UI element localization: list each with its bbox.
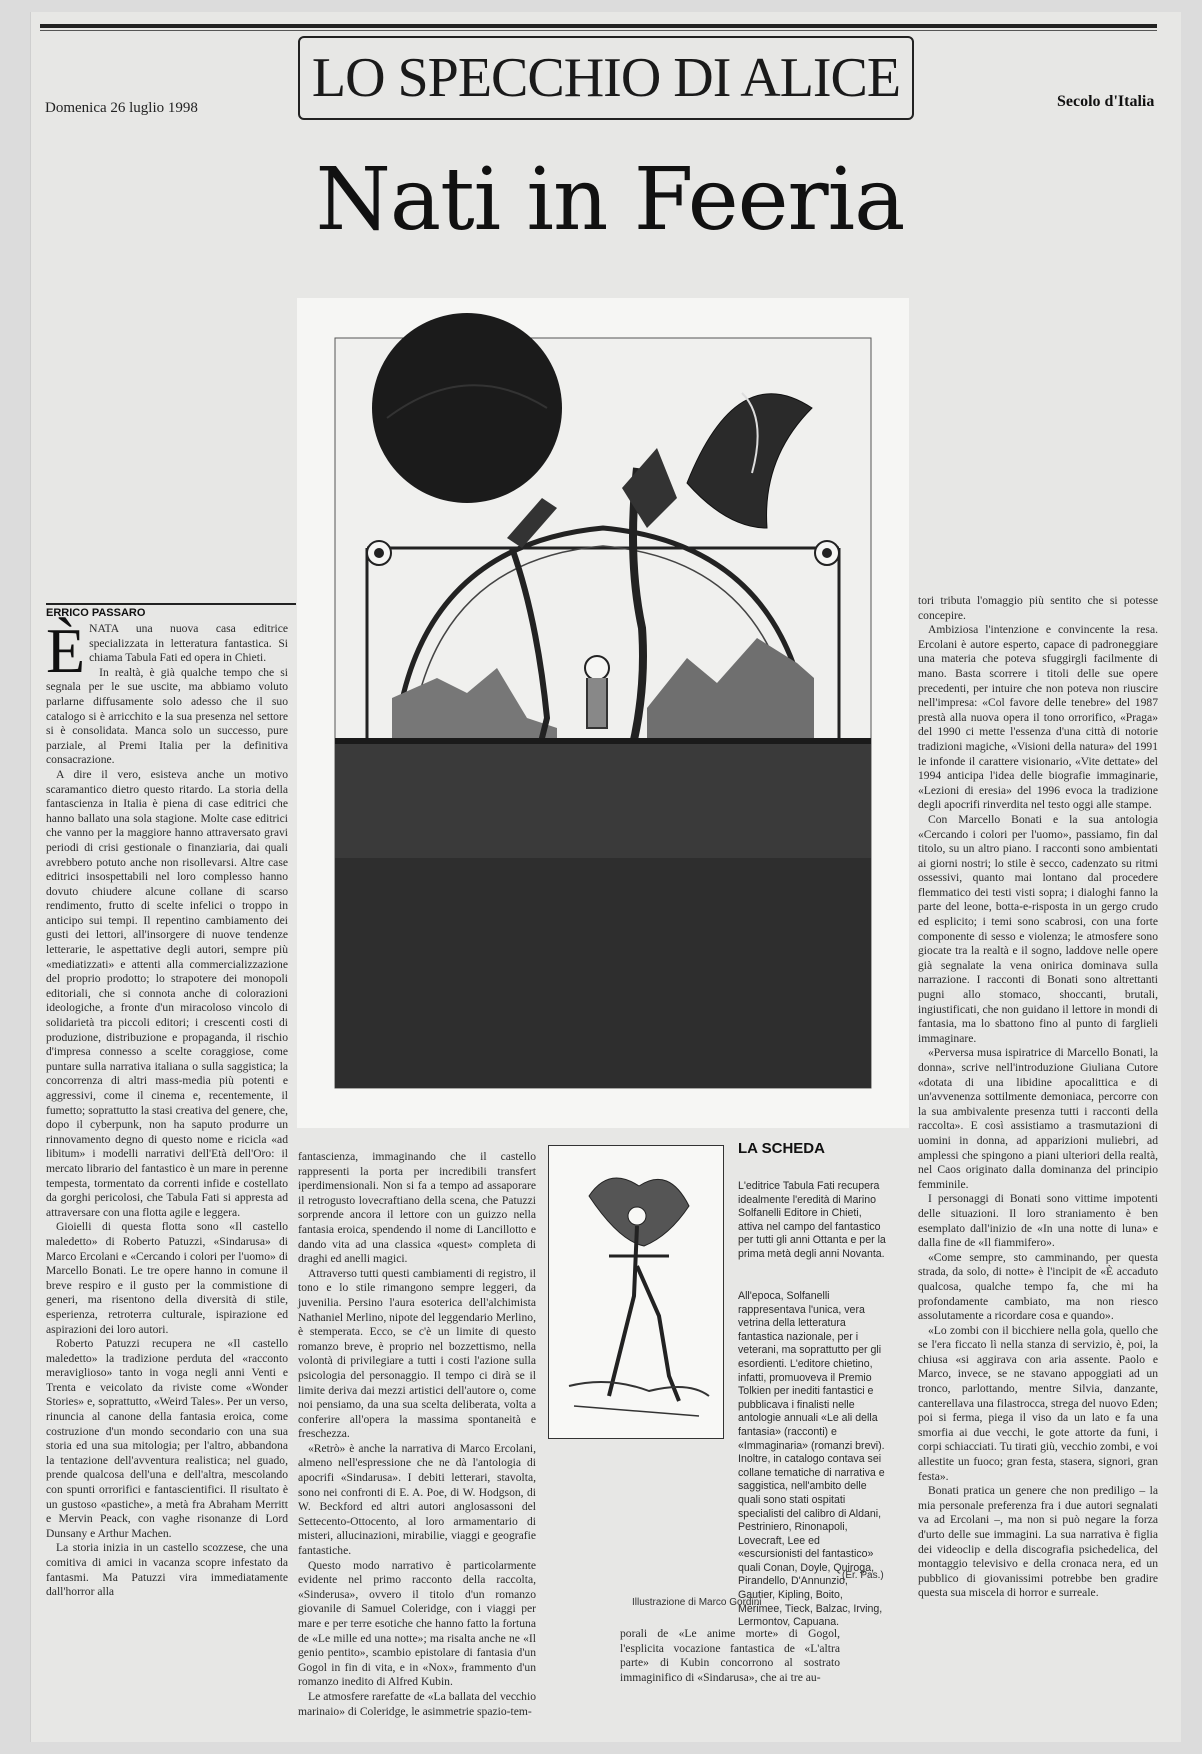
paragraph: Roberto Patuzzi recupera ne «Il castello maledetto» la tradizione perduta del «racconto meraviglioso» tanto in voga negli anni Venti e Trenta e veicolato da riviste come «Wonder Stories» e, soprattutto, «Weird Tales». Per un verso, rinuncia al canone della fantasia eroica, come costruzione d'un mondo secondario con una sua storia ed una sua mitologia; per l'altro, abbandona la tentazione dell'avventura realistica; nel guado, prende qualcosa dell'una e dell'altra, mescolando con spunti orrorifici e fantascientifici. Il risultato è un gustoso «pastiche», a metà fra Abraham Merritt e Mervin Peack, con vaghe risonanze di Lord Dunsany e Arthur Machen.	[46, 1337, 288, 1540]
paragraph: tori tributa l'omaggio più sentito che si potesse concepire.	[918, 594, 1158, 622]
article-column-2	[298, 1150, 536, 1719]
paragraph: Con Marcello Bonati e la sua antologia «Cercando i colori per l'uomo», passiamo, fin dal titolo, su un altro piano. I racconti sono ambientati ai giorni nostri; lo stile è secco, cadenzato su ritmi ossessivi, quanto mai lontano dal procedere flemmatico dei testi visti sopra; i dialoghi fanno la parte del leone, botta-e-risposta in un gergo crudo ed esplicito; i temi sono scabrosi, con una forte componente di sesso e violenza; le atmosfere sono giocate tra la realtà e il sogno, laddove nelle opere già segnalate la vena onirica dominava sulla narrazione. I racconti di Bonati sono altrettanti pugni allo stomaco, shoccanti, brutali, ingiustificati, che non guidano il lettore in mondi di fantasia, ma lo sbattono fino al punto di farglieli immaginare.	[918, 812, 1158, 1045]
top-rule-thin	[40, 30, 1157, 31]
paragraph: Gioielli di questa flotta sono «Il castello maledetto» di Roberto Patuzzi, «Sindarusa» di Marco Ercolani e «Cercando i colori per l'uomo» di Marcello Bonati. Le tre opere hanno in comune il breve respiro e il gusto per la commistione di generi, ma risentono della diversità di stile, esperienza, retroterra culturale, ispirazione ed aspirazioni dei loro autori.	[46, 1220, 288, 1336]
paragraph: I personaggi di Bonati sono vittime impotenti delle situazioni. Il loro straniamento è ben esemplato dall'inizio de «In una notte di luna» e dalla fine de «Il fiammifero».	[918, 1192, 1158, 1250]
paragraph: «Lo zombi con il bicchiere nella gola, quello che se l'era ficcato lì nella stanza di servizio, è, poi, la chiusa «si aggirava con aria assente. Paolo e Marco, invece, se ne stavano appoggiati ad un tronco, parlottando, mentre Silvia, danzante, canterellava una filastrocca, strega del nuovo Eden; poi si ferma, piega il viso da un lato e fa una smorfia ai due vecchi, le gote attorte da funi, i corpi schiacciati. Tu tirati giù, vecchio zombi, e voi allestite un fuoco; gran festa, stasera, signori, gran festa».	[918, 1323, 1158, 1483]
paragraph: Bonati pratica un genere che non prediligo – la mia personale preferenza fra i due autori segnalati va ad Ercolani –, ma non si può negare la forza d'urto delle sue immagini. La sua narrativa è figlia dei videoclip e della discografia psichedelica, del montaggio televisivo e della cronaca nera, ed un pubblico di giovanissimi potrebbe ben gradire questa sua miscela di horror e surreale.	[918, 1484, 1158, 1600]
scheda-paragraph: All'epoca, Solfanelli rappresentava l'unica, vera vetrina della letteratura fantastica nazionale, per i veterani, ma soprattutto per gli esordienti. L'editore chietino, infatti, promuoveva il Premio Tolkien per inediti fantastici e pubblicava i finalisti nelle antologie annuali «Le ali della fantasia» (racconti) e «Immaginaria» (romanzi brevi). Inoltre, in catalogo contava sei collane tematiche di narrativa e saggistica, nell'ambito delle quali sono stati ospitati specialisti del calibro di Aldani, Pestriniero, Rinonapoli, Lovecraft, Lee ed «escursionisti del fantastico» quali Conan, Doyle, Quiroga, Pirandello, D'Annunzio, Gautier, Kipling, Boito, Merimee, Tieck, Balzac, Irving, Lermontov, Capuana.	[738, 1290, 885, 1629]
article-column-4	[918, 594, 1158, 1601]
byline: ERRICO PASSARO	[46, 603, 296, 619]
article-column-1	[46, 615, 288, 1600]
headline: Nati in Feeria	[315, 150, 905, 250]
paragraph: Ambiziosa l'intenzione e convincente la resa. Ercolani è autore esperto, capace di padroneggiare una materia che poteva sfuggirgli facilmente di mano. Basta scorrere i titoli delle sue opere precedenti, per intuire che non poteva non riuscire nell'impresa: «Col favore delle tenebre» del 1987 prestà alla nuova opera il tono orrorifico, «Praga» del 1990 ci mette l'essenza d'una città di notorie tradizioni magiche, «Visioni della natura» del 1991 le infonde il carattere visionario, «Vite dettate» del 1994 anticipa l'idea delle biografie immaginarie, «Lezioni di eresia» del 1996 evoca la tradizione degli apocrifi rinverdita nel testo oggi alle stampe.	[918, 623, 1158, 812]
section-masthead	[298, 36, 914, 120]
paragraph: La storia inizia in un castello scozzese, che una comitiva di amici in vacanza scopre infestato da fantasmi. Ma Patuzzi vira immediatamente dall'horror alla	[46, 1541, 288, 1599]
paragraph: Attraverso tutti questi cambiamenti di registro, il tono e lo stile rimangono sempre leggeri, da juvenilia. Persino l'aura esoterica dell'alchimista Nathaniel Merlino, nipote del leggendario Merlino, è stemperata. Ecco, se c'è un limite di questo romanzo breve, è proprio nel bozzettismo, nella volontà di privilegiare a tutti i costi l'azione sulla psicologia del personaggio. Il tempo ci dirà se il limite deriva dai mezzi artistici dell'autore o, come noi pensiamo, da una sua scelta deliberata, volta a conferire all'opera la massima spontaneità e freschezza.	[298, 1266, 536, 1441]
scheda-title: LA SCHEDA	[738, 1140, 825, 1157]
issue-date: Domenica 26 luglio 1998	[45, 100, 198, 116]
paragraph: fantascienza, immaginando che il castello rappresenti la porta per incredibili transfert iperdimensionali. Non si fa a tempo ad assaporare il retrogusto lovecraftiano della scena, che Patuzzi sorprende ancora il lettore con un guizzo nella fantasia eroica, spendendo il nome di Lancillotto e dando vita ad una classica «quest» completa di draghi ed anelli magici.	[298, 1150, 536, 1266]
dropcap: È	[46, 615, 86, 686]
paragraph: «Perversa musa ispiratrice di Marcello Bonati, la donna», scrive nell'introduzione Giuliana Cutore «dotata di una libidine apocalittica e di un'avvenenza sottilmente demoniaca, percorre con la sua ambivalente presenza tutti i racconti della raccolta». E così assistiamo a trasmutazioni di uomini in donna, ad apparizioni muliebri, ad amplessi che spingono a piani ulteriori della realtà, nel Caos originato dalla dominanza del principio femminile.	[918, 1046, 1158, 1191]
paragraph: porali de «Le anime morte» di Gogol, l'esplicita vocazione fantastica de «L'altra parte» di Kubin concorrono al sostrato immaginifico di «Sindarusa», che ai tre au-	[620, 1627, 840, 1684]
paragraph: NATA una nuova casa editrice specializzata in letteratura fantastica. Si chiama Tabula Fati ed opera in Chieti.	[89, 622, 288, 665]
scheda-text-top	[738, 1180, 886, 1262]
paragraph: Le atmosfere rarefatte de «La ballata del vecchio marinaio» di Coleridge, le asimmetrie spazio-tem-	[298, 1689, 536, 1718]
scheda-signature: (Er. Pas.)	[842, 1570, 884, 1581]
paragraph: In realtà, è già qualche tempo che si segnala per le sue uscite, ma abbiamo voluto parlarne diffusamente solo adesso che il suo catalogo si è arricchito e la sua presenza nel settore si è consolidata. Manca solo un successo, pure parziale, al Premi Italia per la definitiva consacrazione.	[46, 665, 288, 767]
paragraph: Questo modo narrativo è particolarmente evidente nel primo racconto della raccolta, «Sinderusa», ovvero il titolo d'un romanzo giovanile di Samuel Coleridge, con i viaggi per mare e per terre esotiche che hanno fatto la fortuna de «Le mille ed una notte»; ma risalta anche ne «Il genio pentito», scambio epistolare di fantasia d'un Gogol in fin di vita, e in «Nox», frammento d'un romanzo inedito di Alfred Kubin.	[298, 1558, 536, 1689]
paragraph: «Come sempre, sto camminando, per questa strada, da solo, di notte» è l'incipit de «È accaduto qualcosa, qualche tempo fa, che mi ha profondamente cambiato, ma non riesco assolutamente a ricordare cosa e quando».	[918, 1250, 1158, 1323]
paragraph: A dire il vero, esisteva anche un motivo scaramantico dietro questo ritardo. La storia della fantascienza in Italia è piena di case editrici che hanno ballato una sola stagione. Molte case editrici che vanno per la maggiore hanno attraversato gravi periodi di crisi gestionale o finanziaria, dai quali avrebbero potuto anche non risollevarsi. Altre case editrici insospettabili nel loro complesso hanno dovuto chiudere alcune collane di scarso rendimento, frutto di scelte infelici o troppo in anticipo sui tempi. Il repentino cambiamento dei gusti dei lettori, all'insorgere di nuove tendenze letterarie, le aspettative degli autori, sempre più «mediatizzati» e attenti alla commercializzazione del proprio prodotto; lo strapotere dei monopoli editoriali, che si connota anche di colorazioni ideologiche, a fronte d'un miracoloso vincolo di solidarietà tra piccoli editori; i crescenti costi di produzione, distribuzione e propaganda, il rischio d'impresa connesso a scelte coraggiose, come puntare sulla narrativa italiana o sulla saggistica; la concorrenza di altri mass-media più potenti e aggressivi, come il cinema e, recentemente, il fumetto; soprattutto la stasi creativa del genere, che, dopo il cyberpunk, non ha saputo produrre un rinnovamento degno di questo nome e ricicla «ad libitum» i modelli narrativi dell'Età dell'Oro: il mercato librario del fantastico è un mare in perenne tempesta, tormentato da correnti infide e costellato da gorghi pericolosi, che Tabula Fati si appresta ad attraversare con una flotta agile e leggera.	[46, 767, 288, 1219]
scheda-caption: Illustrazione di Marco Gordini	[632, 1597, 762, 1608]
main-illustration	[297, 298, 909, 1128]
newspaper-name: Secolo d'Italia	[1057, 93, 1155, 110]
article-column-3	[620, 1627, 840, 1685]
top-rule	[40, 24, 1157, 28]
paragraph: «Retrò» è anche la narrativa di Marco Ercolani, almeno nell'espressione che ne dà l'antologia di apocrifi «Sindarusa». I debiti letterari, stavolta, sono nei confronti di E. A. Poe, di W. Hodgson, di W. Beckford ed altri autori anglosassoni del Settecento-Ottocento, al loro armamentario di misteri, allucinazioni, mirabilie, viaggi e geografie fantastiche.	[298, 1441, 536, 1558]
section-title: LO SPECCHIO DI ALICE	[311, 47, 901, 109]
illustration-artwork	[297, 298, 909, 1128]
scheda-paragraph: L'editrice Tabula Fati recupera idealmente l'eredità di Marino Solfanelli Editore in Chieti, attiva nel campo del fantastico per tutti gli anni Ottanta e per la prima metà degli anni Novanta.	[738, 1180, 886, 1260]
